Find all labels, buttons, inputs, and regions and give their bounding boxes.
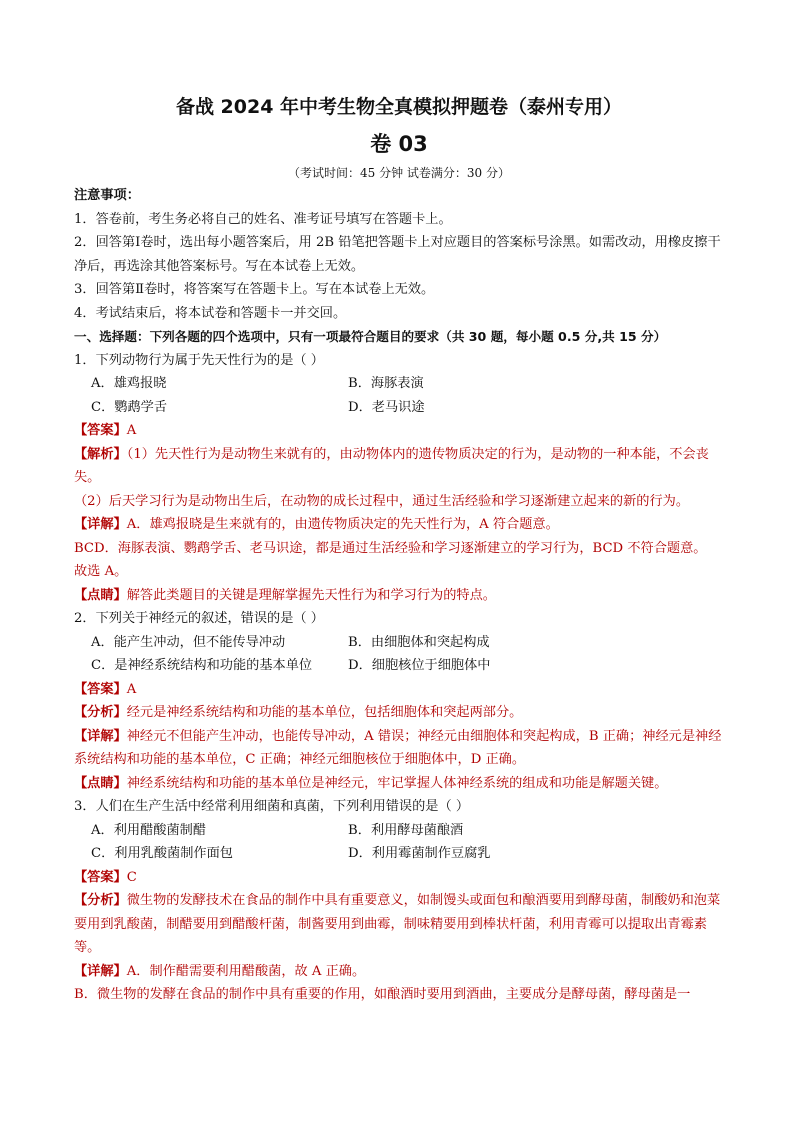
detail-tag: 【详解】 [74, 963, 127, 979]
option-b: B．海豚表演 [348, 376, 424, 391]
analysis-line [74, 443, 724, 490]
answer-line [74, 678, 724, 702]
detail-text: A．雄鸡报晓是生来就有的，由遗传物质决定的先天性行为，A 符合题意。 [126, 517, 559, 532]
notes-heading: 注意事项： [74, 188, 140, 203]
detail-text: BCD．海豚表演、鹦鹉学舌、老马识途，都是通过生活经验和学习逐渐建立的学习行为，BCD 不符合题意。 [74, 540, 707, 556]
detail-text: 故选 A。 [74, 564, 128, 579]
detail-line [74, 960, 724, 984]
analysis-line [74, 889, 724, 960]
tip-tag: 【点睛】 [74, 775, 127, 791]
answer-tag: 【答案】 [74, 681, 127, 697]
answer-line [74, 419, 724, 443]
option-d: D．老马识途 [348, 399, 425, 415]
option-c: C．鹦鹉学舌 [91, 399, 168, 415]
answer-value: A [126, 681, 137, 697]
question-2-options [74, 631, 724, 678]
analysis-text: （1）先天性行为是动物生来就有的，由动物体内的遗传物质决定的行为，是动物的一种本能，不会丧失。 [74, 446, 709, 485]
detail-line [74, 513, 724, 537]
tip-text: 解答此类题目的关键是理解掌握先天性行为和学习行为的特点。 [126, 587, 496, 603]
question-1-options [74, 372, 724, 419]
option-a: A．能产生冲动，但不能传导冲动 [91, 634, 286, 650]
note-item: 4．考试结束后，将本试卷和答题卡一并交回。 [74, 305, 347, 321]
analysis-tag: 【分析】 [74, 893, 127, 908]
option-d: D．细胞核位于细胞体中 [348, 658, 491, 673]
option-b: B．利用酵母菌酿酒 [348, 822, 464, 838]
question-1-stem: 1．下列动物行为属于先天性行为的是（ ） [74, 352, 324, 368]
analysis-text: 经元是神经系统结构和功能的基本单位，包括细胞体和突起两部分。 [126, 705, 523, 720]
exam-meta: （考试时间：45 分钟 试卷满分：30 分） [288, 166, 510, 180]
answer-tag: 【答案】 [74, 423, 127, 438]
option-c: C．利用乳酸菌制作面包 [91, 846, 233, 861]
option-a: A．利用醋酸菌制醋 [91, 822, 207, 838]
note-item: 2．回答第Ⅰ卷时，选出每小题答案后，用 2B 铅笔把答题卡上对应题目的答案标号涂黑。如需改动，用橡皮擦干净后，再选涂其他答案标号。写在本试卷上无效。 [74, 235, 721, 274]
question-2-stem: 2．下列关于神经元的叙述，错误的是（ ） [74, 611, 324, 626]
tip-tag: 【点睛】 [74, 587, 127, 603]
exam-page [74, 92, 724, 1007]
exam-subtitle: 卷 03 [370, 132, 428, 156]
analysis-text: 微生物的发酵技术在食品的制作中具有重要意义，如制馒头或面包和酿酒要用到酵母菌，制酸奶和泡菜要用到乳酸菌，制醋要用到醋酸杆菌，制酱要用到曲霉，制味精要用到棒状杆菌，利用青霉可以提取出青霉素等。 [74, 893, 721, 955]
option-b: B．由细胞体和突起构成 [348, 634, 490, 650]
note-item: 3．回答第Ⅱ卷时，将答案写在答题卡上。写在本试卷上无效。 [74, 282, 435, 297]
tip-text: 神经系统结构和功能的基本单位是神经元，牢记掌握人体神经系统的组成和功能是解题关键。 [126, 775, 668, 791]
detail-text: 神经元不但能产生冲动，也能传导冲动，A 错误；神经元由细胞体和突起构成，B 正确；神经元是神经系统结构和功能的基本单位，C 正确；神经元细胞核位于细胞体中，D 正确。 [74, 728, 722, 767]
tip-line [74, 584, 724, 608]
answer-tag: 【答案】 [74, 869, 127, 885]
option-c: C．是神经系统结构和功能的基本单位 [91, 658, 313, 673]
option-d: D．利用霉菌制作豆腐乳 [348, 846, 491, 861]
exam-title: 备战 2024 年中考生物全真模拟押题卷（泰州专用） [175, 96, 623, 118]
detail-text: B．微生物的发酵在食品的制作中具有重要的作用，如酿酒时要用到酒曲，主要成分是酵母菌，酵母菌是一 [74, 987, 691, 1002]
analysis-tag: 【分析】 [74, 705, 127, 720]
option-a: A．雄鸡报晓 [91, 376, 167, 391]
detail-text: A．制作醋需要利用醋酸菌，故 A 正确。 [126, 963, 366, 979]
answer-value: C [126, 869, 137, 885]
detail-tag: 【详解】 [74, 517, 127, 532]
answer-line [74, 866, 724, 890]
detail-tag: 【详解】 [74, 728, 127, 744]
note-item: 1．答卷前，考生务必将自己的姓名、准考证号填写在答题卡上。 [74, 211, 452, 227]
section-heading: 一、选择题：下列各题的四个选项中，只有一项最符合题目的要求（共 30 题，每小题 0.5 分,共 15 分） [74, 329, 667, 344]
tip-line [74, 772, 724, 796]
analysis-text: （2）后天学习行为是动物出生后，在动物的成长过程中，通过生活经验和学习逐渐建立起来的新的行为。 [74, 493, 690, 509]
answer-value: A [126, 423, 137, 438]
analysis-line [74, 701, 724, 725]
question-3-stem: 3．人们在生产生活中经常利用细菌和真菌，下列利用错误的是（ ） [74, 799, 470, 814]
analysis-tag: 【解析】 [74, 446, 127, 462]
question-3-options [74, 819, 724, 866]
detail-line [74, 725, 724, 772]
